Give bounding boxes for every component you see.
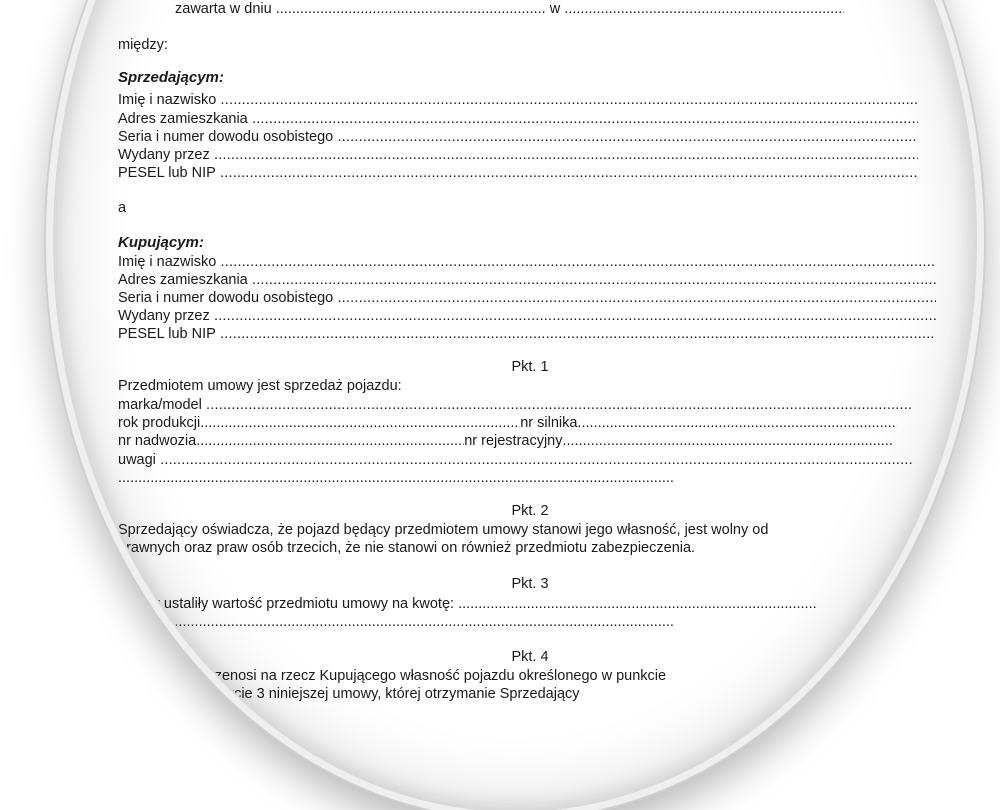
buyer-pesel-label: PESEL lub NIP bbox=[118, 326, 216, 342]
buyer-name-label: Imię i nazwisko bbox=[118, 254, 217, 270]
pkt3-amount-field bbox=[118, 595, 898, 613]
buyer-name-field bbox=[118, 253, 936, 271]
buyer-address-field bbox=[118, 271, 936, 289]
notes-field bbox=[118, 451, 913, 469]
seller-name-field bbox=[118, 91, 918, 109]
pkt1-heading: Pkt. 1 bbox=[511, 359, 549, 375]
body-label: nr nadwozia bbox=[118, 433, 197, 449]
buyer-id-label: Seria i numer dowodu osobistego bbox=[118, 290, 334, 306]
seller-name-label: Imię i nazwisko bbox=[118, 92, 217, 108]
pkt2-line1: Sprzedający oświadcza, że pojazd będący przedmiotem umowy stanowi jego własność, jest wolny od bbox=[118, 522, 769, 538]
buyer-issued-field bbox=[118, 307, 936, 325]
date-line bbox=[175, 0, 875, 18]
date-label: zawarta w dniu bbox=[175, 1, 272, 17]
year-label: rok produkcji bbox=[118, 415, 201, 431]
year-blank bbox=[200, 414, 520, 432]
seller-address-label: Adres zamieszkania bbox=[118, 111, 248, 127]
seller-pesel-label: PESEL lub NIP bbox=[118, 165, 216, 181]
date-blank bbox=[276, 0, 546, 18]
notes-extra-blank bbox=[118, 469, 913, 487]
pkt3-heading: Pkt. 3 bbox=[511, 576, 549, 592]
buyer-issued-label: Wydany przez bbox=[118, 308, 210, 324]
pkt4-line1: Sprzedający przenosi na rzecz Kupującego własność pojazdu określonego w punkcie bbox=[118, 668, 667, 684]
magnifier-lens bbox=[55, 0, 975, 810]
buyer-heading: Kupującym: bbox=[118, 234, 204, 251]
amount-words-blank bbox=[118, 613, 898, 631]
year-engine-field bbox=[118, 414, 913, 432]
pkt4-heading: Pkt. 4 bbox=[511, 649, 549, 665]
amount-label: Strony ustaliły wartość przedmiotu umowy na kwotę: bbox=[118, 596, 455, 612]
contract-document bbox=[55, 0, 975, 700]
amount-blank bbox=[458, 595, 818, 613]
registration-blank bbox=[563, 432, 893, 450]
buyer-address-label: Adres zamieszkania bbox=[118, 272, 248, 288]
seller-heading: Sprzedającym: bbox=[118, 69, 224, 86]
pkt4-line2: określonej w punkcie 3 niniejszej umowy, której otrzymanie Sprzedający bbox=[118, 686, 580, 702]
between-label bbox=[118, 36, 168, 54]
seller-issued-label: Wydany przez bbox=[118, 147, 210, 163]
seller-issued-field bbox=[118, 146, 918, 164]
seller-id-label: Seria i numer dowodu osobistego bbox=[118, 129, 334, 145]
registration-label: nr rejestracyjny bbox=[464, 433, 563, 449]
conjunction-a: a bbox=[118, 200, 127, 216]
body-registration-field bbox=[118, 432, 913, 450]
seller-address-field bbox=[118, 110, 918, 128]
buyer-id-field bbox=[118, 289, 936, 307]
engine-blank bbox=[577, 414, 897, 432]
seller-id-field bbox=[118, 128, 918, 146]
make-model-field bbox=[118, 396, 913, 414]
between-text: między: bbox=[118, 37, 168, 53]
place-blank bbox=[564, 0, 844, 18]
notes-label: uwagi bbox=[118, 452, 156, 468]
buyer-pesel-field bbox=[118, 325, 936, 343]
seller-pesel-field bbox=[118, 164, 918, 182]
pkt1-intro: Przedmiotem umowy jest sprzedaż pojazdu: bbox=[118, 378, 402, 394]
engine-label: nr silnika bbox=[520, 415, 578, 431]
pkt3-extra-line bbox=[118, 613, 898, 631]
pkt2-line2: prawnych oraz praw osób trzecich, że nie stanowi on również przedmiotu zabezpieczenia. bbox=[118, 540, 696, 556]
make-model-label: marka/model bbox=[118, 397, 202, 413]
pkt2-heading: Pkt. 2 bbox=[511, 503, 549, 519]
place-label: w bbox=[549, 1, 561, 17]
body-blank bbox=[196, 432, 464, 450]
notes-extra-line bbox=[118, 469, 913, 487]
